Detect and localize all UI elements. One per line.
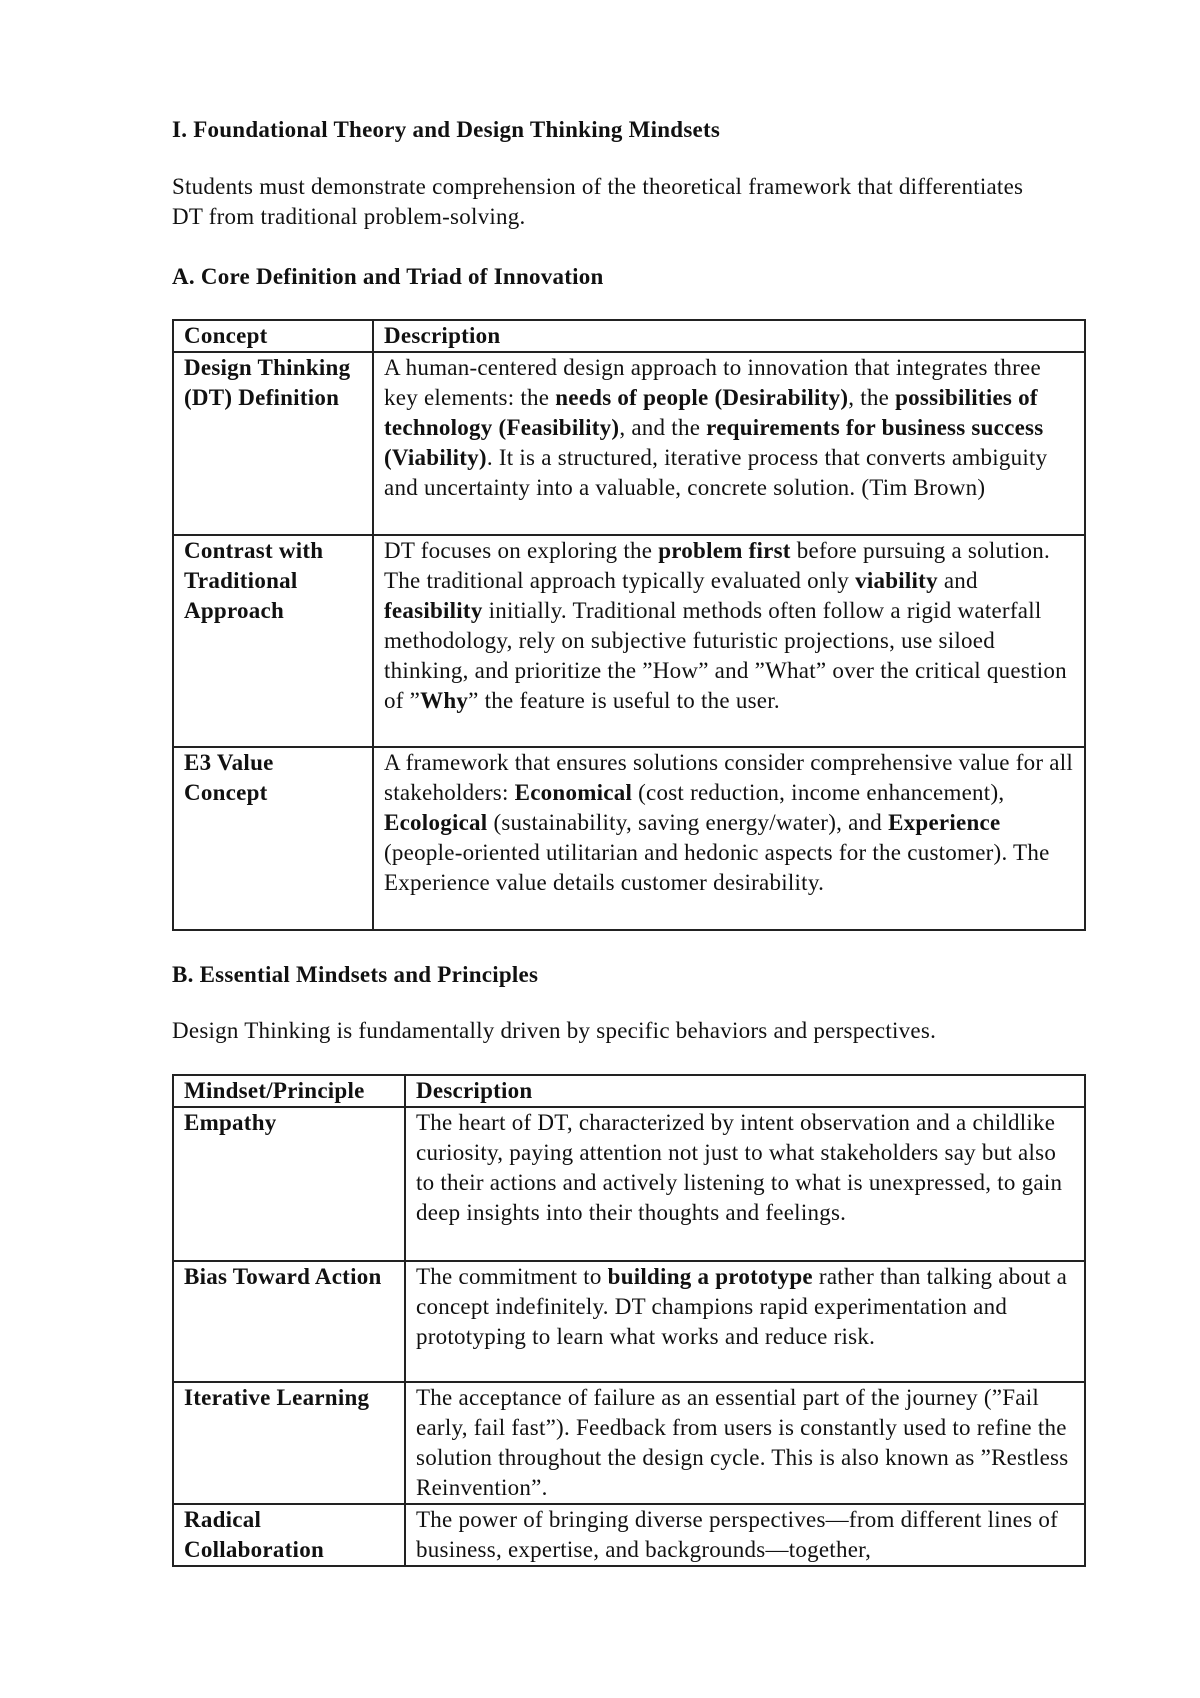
mindset-table [172,1074,1086,1567]
concept-cell: E3 Value Concept [173,747,373,930]
description-cell [373,747,1085,930]
table-row [173,1382,1085,1504]
header-mindset: Mindset/Principle [173,1075,405,1107]
table-row [173,1107,1085,1261]
description-cell [405,1382,1085,1504]
description-cell [373,352,1085,535]
table-header-row [173,320,1085,352]
text-segment: (people-oriented utilitarian and hedonic aspects for the customer). The Experience value details customer desirability. [384,840,1050,895]
table-row [173,352,1085,535]
concept-cell: Design Thinking (DT) Definition [173,352,373,535]
description-cell [405,1261,1085,1382]
text-segment: The heart of DT, characterized by intent observation and a childlike curiosity, paying attention not just to what stakeholders say but also to their actions and actively listening to what is unexpressed, to gain deep insights into their thoughts and feelings. [416,1110,1063,1225]
table-row [173,535,1085,747]
text-segment: The power of bringing diverse perspectives—from different lines of business, expertise, and backgrounds—together, [416,1507,1058,1562]
text-segment: (sustainability, saving energy/water), and [487,810,889,835]
text-segment: The commitment to [416,1264,608,1289]
subsection-b-intro: Design Thinking is fundamentally driven by specific behaviors and perspectives. [172,1018,937,1043]
bold-term: Why [420,688,469,713]
text-segment: . It is a structured, iterative process that converts ambiguity and uncertainty into a valuable, concrete solution. (Tim Brown) [384,445,1048,500]
subsection-a-title: A. Core Definition and Triad of Innovation [172,264,604,289]
concept-table [172,319,1086,931]
bold-term: viability [855,568,938,593]
text-segment: , and the [619,415,707,440]
bold-term: requirements for business success (Viability) [384,415,1044,470]
header-description: Description [373,320,1085,352]
table-row [173,1504,1085,1566]
bold-term: possibilities of technology (Feasibility) [384,385,1038,440]
text-segment: initially. Traditional methods often follow a rigid waterfall methodology, rely on subjective futuristic projections, use siloed thinking, and prioritize the ”How” and ”What” over the critical question of ” [384,598,1067,713]
text-segment: DT focuses on exploring the [384,538,659,563]
mindset-cell: Iterative Learning [173,1382,405,1504]
header-description: Description [405,1075,1085,1107]
subsection-b-title: B. Essential Mindsets and Principles [172,962,539,987]
mindset-cell: Bias Toward Action [173,1261,405,1382]
bold-term: building a prototype [607,1264,813,1289]
text-segment: rather than talking about a concept indefinitely. DT champions rapid experimentation and prototyping to learn what works and reduce risk. [416,1264,1068,1349]
text-segment: ” the feature is useful to the user. [468,688,780,713]
header-concept: Concept [173,320,373,352]
text-segment: A human-centered design approach to innovation that integrates three key elements: the [384,355,1041,410]
bold-term: Ecological [384,810,488,835]
text-segment: , the [848,385,896,410]
text-segment: before pursuing a solution. The traditional approach typically evaluated only [384,538,1051,593]
bold-term: Economical [514,780,633,805]
text-segment: A framework that ensures solutions consider comprehensive value for all stakeholders: [384,750,1074,805]
bold-term: needs of people (Desirability) [555,385,849,410]
table-row [173,747,1085,930]
mindset-cell: Radical Collaboration [173,1504,405,1566]
bold-term: Experience [888,810,1001,835]
intro-paragraph: Students must demonstrate comprehension of the theoretical framework that differentiates DT from traditional problem-solving. [172,174,1024,229]
description-cell [405,1107,1085,1261]
text-segment: and [937,568,978,593]
mindset-cell: Empathy [173,1107,405,1261]
section-title: I. Foundational Theory and Design Thinking Mindsets [172,117,721,142]
text-segment: The acceptance of failure as an essential part of the journey (”Fail early, fail fast”). Feedback from users is constantly used to refine the solution throughout the design cycle. This is also known as ”Restless Reinvention”. [416,1385,1069,1500]
text-segment: (cost reduction, income enhancement), [632,780,1005,805]
concept-cell: Contrast with Traditional Approach [173,535,373,747]
bold-term: problem first [658,538,791,563]
table-header-row [173,1075,1085,1107]
bold-term: feasibility [384,598,483,623]
description-cell [373,535,1085,747]
description-cell [405,1504,1085,1566]
table-row [173,1261,1085,1382]
